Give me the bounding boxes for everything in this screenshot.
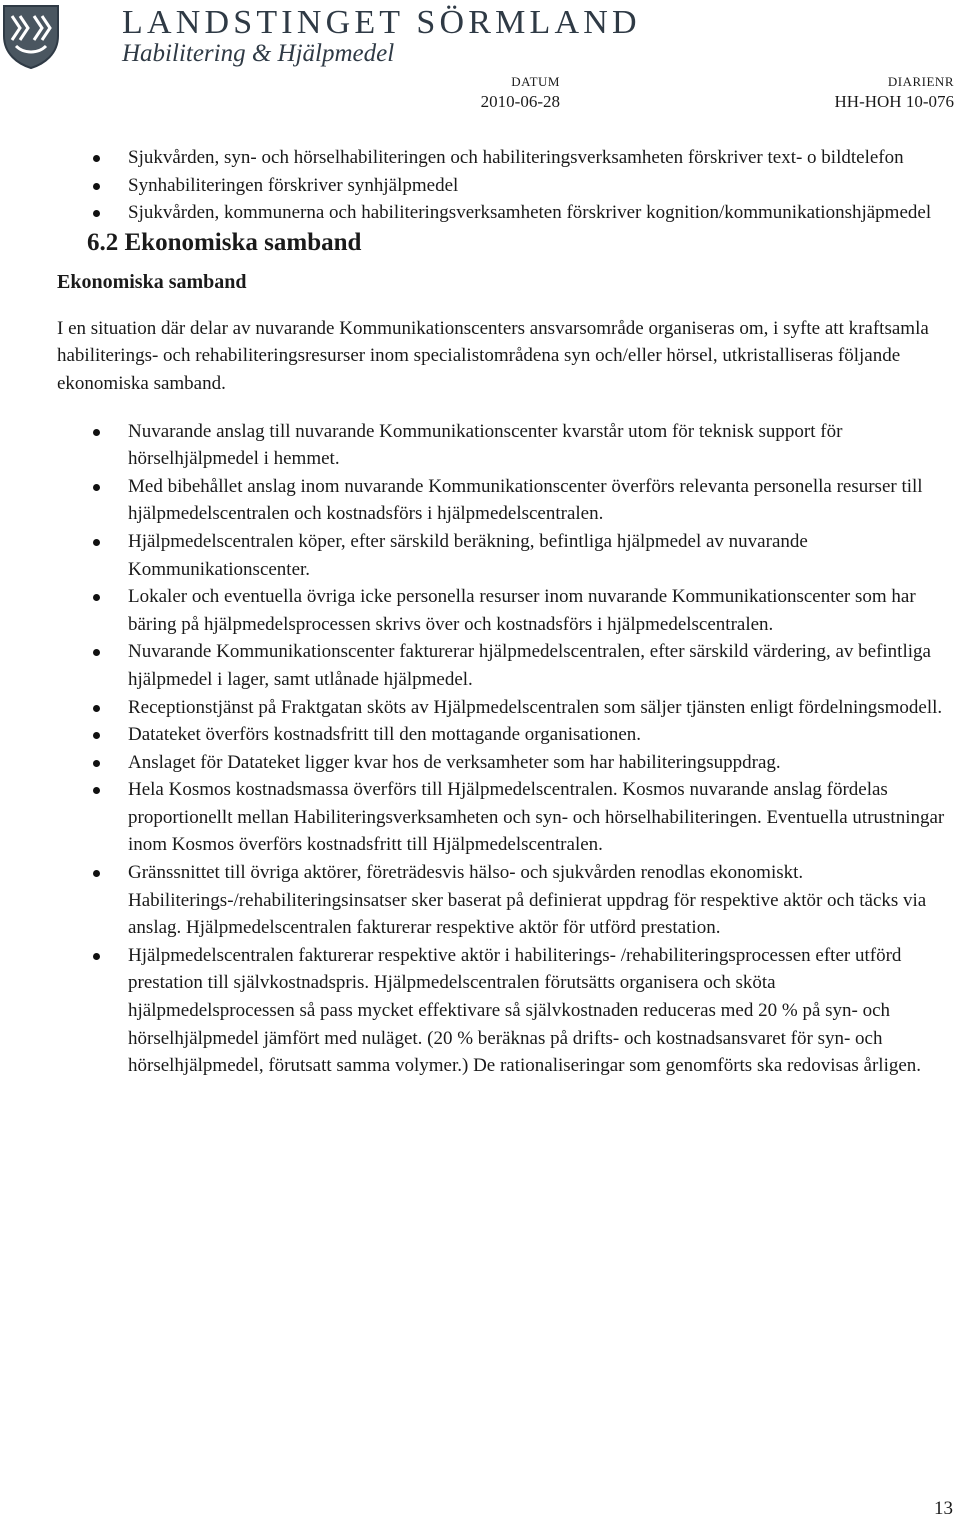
reference-value: HH-HOH 10-076 bbox=[834, 92, 954, 111]
list-item-text: Nuvarande Kommunikationscenter fakturerar hjälpmedelscentralen, efter särskild värdering, av befintliga hjälpmedel i lager, samt utlånade hjälpmedel. bbox=[128, 641, 931, 690]
list-item-text: Sjukvården, syn- och hörselhabiliteringen och habiliteringsverksamheten förskriver text- o bildtelefon bbox=[128, 147, 904, 168]
list-item-text: Sjukvården, kommunerna och habiliteringsverksamheten förskriver kognition/kommunikationshjäpmedel bbox=[128, 202, 932, 224]
list-item-text: Med bibehållet anslag inom nuvarande Kommunikationscenter överförs relevanta personella resurser till hjälpmedelscentralen och kostnadsförs i hjälpmedelscentralen. bbox=[128, 475, 923, 525]
list-item bbox=[57, 694, 947, 722]
org-name: LANDSTINGET SÖRMLAND bbox=[122, 4, 641, 41]
bullet-icon bbox=[93, 870, 100, 877]
list-item bbox=[57, 776, 947, 859]
list-item-text: Datateket överförs kostnadsfritt till den mottagande organisationen. bbox=[128, 724, 642, 746]
list-item-text: Receptionstjänst på Fraktgatan sköts av Hjälpmedelscentralen som säljer tjänsten enligt fördelningsmodell. bbox=[128, 696, 943, 718]
bullet-icon bbox=[93, 649, 100, 656]
bullet-icon bbox=[93, 705, 100, 712]
bullet-icon bbox=[93, 760, 100, 767]
date-value: 2010-06-28 bbox=[480, 92, 560, 111]
section-heading: 6.2 Ekonomiska samband bbox=[87, 228, 362, 256]
intro-paragraph: I en situation där delar av nuvarande Kommunikationscenters ansvarsområde organiseras om, i syfte att kraftsamla habiliterings- och rehabiliteringsresurser inom specialistområdena syn och/eller hörsel, utkristalliseras följande ekonomiska samband. bbox=[57, 317, 929, 394]
list-item bbox=[57, 144, 947, 172]
letterhead-logo bbox=[0, 0, 641, 72]
list-item bbox=[57, 859, 947, 942]
list-item-text: Synhabiliteringen förskriver synhjälpmedel bbox=[128, 174, 459, 196]
list-item-text: Anslaget för Datateket ligger kvar hos de verksamheter som har habiliteringsuppdrag. bbox=[128, 751, 781, 773]
bullet-icon bbox=[93, 183, 100, 190]
list-item bbox=[57, 638, 947, 693]
list-item bbox=[57, 473, 947, 528]
list-item-text: Gränssnittet till övriga aktörer, företrädesvis hälso- och sjukvården renodlas ekonomiskt. Habiliterings-/rehabiliteringsinsatser sker baserat på definierat uppdrag för respektive aktör och täcks via anslag. Hjälpmedelscentralen fakturerar respektive aktör för utförd prestation. bbox=[128, 862, 927, 939]
list-item-text: Hjälpmedelscentralen köper, efter särskild beräkning, befintliga hjälpmedel av nuvarande Kommunikationscenter. bbox=[128, 530, 808, 580]
bullet-icon bbox=[93, 594, 100, 601]
bullet-icon bbox=[93, 429, 100, 436]
sub-heading: Ekonomiska samband bbox=[57, 270, 247, 293]
document-body bbox=[57, 144, 947, 1080]
list-item bbox=[57, 528, 947, 583]
reference-block bbox=[835, 74, 954, 112]
list-item bbox=[57, 199, 947, 227]
bullet-icon bbox=[93, 484, 100, 491]
bullet-icon bbox=[93, 953, 100, 960]
top-bullet-list bbox=[57, 144, 947, 227]
list-item bbox=[57, 721, 947, 749]
list-item-text: Lokaler och eventuella övriga icke personella resurser inom nuvarande Kommunikationscenter som har bäring på hjälpmedelsprocessen skrivs över och kostnadsförs i hjälpmedelscentralen. bbox=[128, 586, 916, 635]
list-item bbox=[57, 583, 947, 638]
list-item bbox=[57, 172, 947, 200]
bullet-icon bbox=[93, 732, 100, 739]
list-item bbox=[57, 749, 947, 777]
bullet-icon bbox=[93, 787, 100, 794]
bullet-icon bbox=[93, 155, 100, 162]
list-item-text: Nuvarande anslag till nuvarande Kommunikationscenter kvarstår utom för teknisk support för hörselhjälpmedel i hemmet. bbox=[128, 420, 843, 470]
list-item-text: Hjälpmedelscentralen fakturerar respektive aktör i habiliterings- /rehabiliteringsprocessen efter utförd prestation till självkostnadspris. Hjälpmedelscentralen förutsätts organisera och sköta hjälpmedelsprocessen så pass mycket effektivare så självkostnaden reduceras med 20 % på syn- och hörselhjälpmedel jämfört med nuläget. (20 % beräknas på drifts- och kostnadsansvaret för syn- och hörselhjälpmedel, förutsatt samma volymer.) De rationaliseringar som genomförts ska redovisas årligen. bbox=[128, 944, 922, 1077]
list-item bbox=[57, 418, 947, 473]
samband-bullet-list bbox=[57, 418, 947, 1080]
list-item-text: Hela Kosmos kostnadsmassa överförs till Hjälpmedelscentralen. Kosmos nuvarande anslag fördelas proportionellt mellan Habiliteringsverksamheten och syn- och hörselhabiliteringen. Eventuella utrustningar inom Kosmos överförs kostnadsfritt till Hjälpmedelscentralen. bbox=[128, 779, 945, 856]
date-label: DATUM bbox=[511, 74, 560, 89]
reference-label: DIARIENR bbox=[887, 74, 954, 89]
list-item bbox=[57, 942, 947, 1080]
unit-name: Habilitering & Hjälpmedel bbox=[122, 40, 395, 67]
date-block bbox=[481, 74, 560, 112]
bullet-icon bbox=[93, 210, 100, 217]
page-number: 13 bbox=[934, 1498, 953, 1519]
landstinget-sormland-emblem-icon bbox=[0, 2, 62, 70]
bullet-icon bbox=[93, 539, 100, 546]
